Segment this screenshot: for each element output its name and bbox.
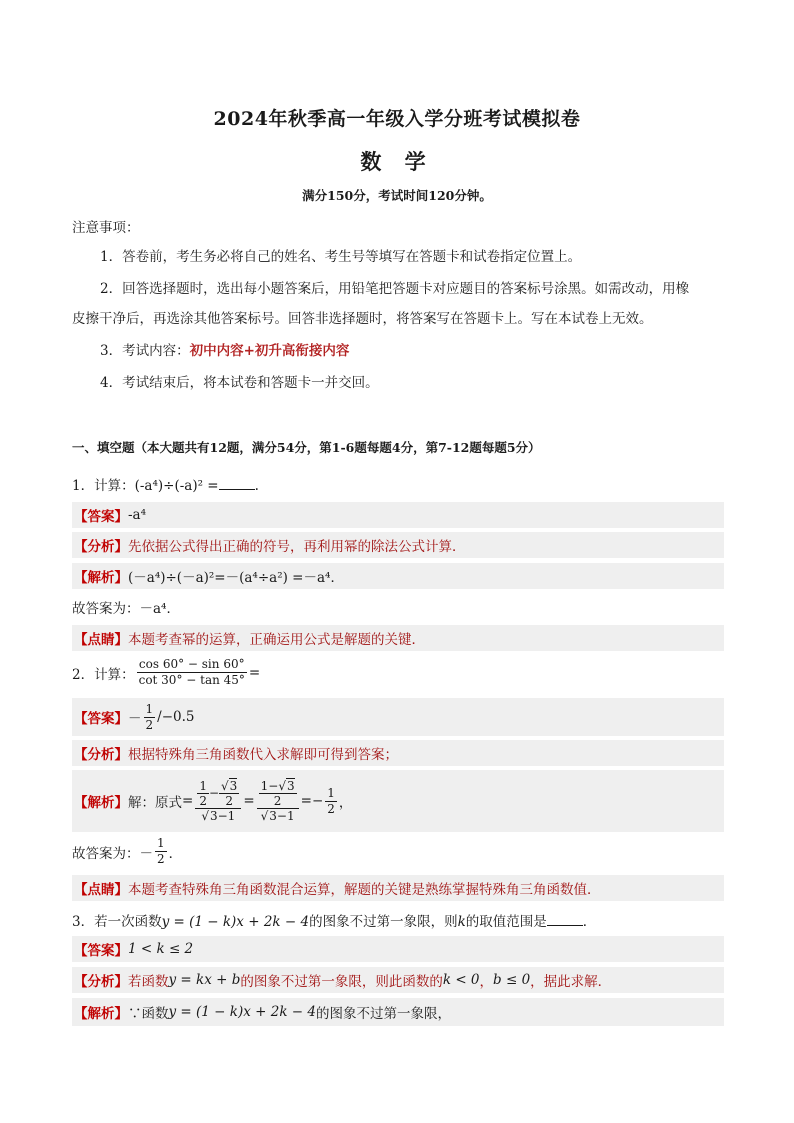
fraction-denominator: 2 xyxy=(157,852,165,866)
notice-item-2-line-2: 皮擦干净后，再选涂其他答案标号。回答非选择题时，将答案写在答题卡上。写在本试卷上无效。 xyxy=(72,311,653,327)
notice-heading: 注意事项： xyxy=(72,220,140,236)
comma: ， xyxy=(338,795,353,811)
q2-analysis: 根据特殊角三角函数代入求解即可得到答案； xyxy=(128,747,398,763)
q2-conclusion-fraction xyxy=(155,836,167,867)
q3-solution-part-1: ∵函数 xyxy=(128,1006,169,1022)
q2-conclusion-prefix: 故答案为：－ xyxy=(72,845,153,862)
exam-title: 2024年秋季高一年级入学分班考试模拟卷 xyxy=(213,108,581,130)
q2-solution-box xyxy=(72,770,724,832)
q1-prefix: 1．计算： xyxy=(72,478,135,494)
notice-item-1: 1．答卷前，考生务必将自己的姓名、考生号等填写在答题卡和试卷指定位置上。 xyxy=(100,249,582,265)
analysis-tag: 【分析】 xyxy=(74,539,128,555)
q3-blank xyxy=(547,914,583,926)
minus-one: −1 xyxy=(276,808,295,823)
q3-answer-box xyxy=(72,936,724,962)
fraction-numerator: 1 xyxy=(327,785,335,800)
radicand: 3 xyxy=(229,778,238,793)
notice-item-2-line-1: 2．回答选择题时，选出每小题答案后，用铅笔把答题卡对应题目的答案标号涂黑。如需改动，用橡 xyxy=(100,281,690,297)
q3-analysis-condition-2: b ≤ 0 xyxy=(493,972,531,988)
q2-comment: 本题考查特殊角三角函数混合运算，解题的关键是熟练掌握特殊角三角函数值． xyxy=(128,882,601,898)
q2-conclusion xyxy=(72,836,182,867)
q2-answer-minus: － xyxy=(128,711,142,727)
q1-answer: -a⁴ xyxy=(128,507,147,523)
q3-analysis-part-3: ，据此求解． xyxy=(530,974,612,990)
answer-tag: 【答案】 xyxy=(74,711,128,727)
sqrt3-numerator xyxy=(219,779,239,794)
minus-sign: − xyxy=(311,793,324,809)
q3-solution-part-2: 的图象不过第一象限， xyxy=(315,1006,451,1022)
sqrt-symbol: √3 xyxy=(278,778,295,793)
q1-solution-box xyxy=(72,563,724,589)
answer-tag: 【答案】 xyxy=(74,509,128,525)
fraction-numerator: 1 xyxy=(157,836,165,850)
equals-sign: = xyxy=(300,793,312,809)
q2-step2-fraction xyxy=(257,779,299,824)
q2-prefix: 2．计算： xyxy=(72,666,135,683)
q1-conclusion: 故答案为：－a⁴． xyxy=(72,601,180,617)
q2-answer-fraction xyxy=(144,702,156,733)
q3-analysis-part-2: 的图象不过第一象限，则此函数的 xyxy=(240,974,443,990)
solution-tag: 【解析】 xyxy=(74,1006,128,1022)
q2-denominator: cot 30° − tan 45° xyxy=(138,673,245,687)
q3-variable: k xyxy=(457,914,466,930)
q2-answer-tail: /−0.5 xyxy=(157,709,195,725)
q2-answer-box xyxy=(72,698,724,736)
solution-tag: 【解析】 xyxy=(74,795,128,811)
fraction-denominator: 2 xyxy=(199,793,207,808)
sqrt3-half-fraction xyxy=(219,779,239,808)
question-2 xyxy=(72,657,260,688)
q1-analysis-box xyxy=(72,532,724,558)
radicand: 3 xyxy=(209,808,218,823)
equals-sign: = xyxy=(243,793,255,809)
solution-tag: 【解析】 xyxy=(74,570,128,586)
sqrt-symbol: √3 xyxy=(260,808,277,823)
fraction-denominator: 2 xyxy=(145,717,154,732)
q2-comment-box xyxy=(72,875,724,901)
q3-prefix: 3．若一次函数 xyxy=(72,914,162,930)
q1-comment: 本题考查幂的运算，正确运用公式是解题的关键． xyxy=(128,632,425,648)
q3-end: ． xyxy=(582,914,597,930)
minus-sign: − xyxy=(208,785,220,800)
fraction-denominator: 2 xyxy=(327,801,335,816)
q2-equals: = xyxy=(248,664,261,681)
question-3 xyxy=(72,910,596,930)
q1-comment-box xyxy=(72,625,724,651)
half-fraction xyxy=(197,779,209,808)
fraction-numerator: 1 xyxy=(199,778,207,793)
q3-analysis-condition-1: k < 0 xyxy=(442,972,480,988)
q2-step2-numerator xyxy=(257,779,299,809)
q3-suffix: 的取值范围是 xyxy=(465,914,547,930)
radicand: 3 xyxy=(269,808,277,823)
q2-numerator: cos 60° − sin 60° xyxy=(138,657,245,671)
q3-solution-function: y = (1 − k)x + 2k − 4 xyxy=(168,1004,316,1020)
sqrt-symbol: √3 xyxy=(201,808,218,823)
fraction-numerator: 1 xyxy=(145,701,154,716)
notice-item-3-content: 初中内容+初升高衔接内容 xyxy=(189,343,350,359)
analysis-tag: 【分析】 xyxy=(74,974,128,990)
q2-fraction xyxy=(137,657,247,688)
one-minus-sqrt3-half-fraction xyxy=(259,779,297,808)
q3-answer: 1 < k ≤ 2 xyxy=(128,941,194,957)
q1-analysis: 先依据公式得出正确的符号，再利用幂的除法公式计算． xyxy=(128,539,466,555)
minus-one: −1 xyxy=(217,808,236,823)
q2-step1-denominator xyxy=(199,809,237,824)
q1-expression: (-a⁴)÷(-a)² = xyxy=(134,478,219,494)
answer-tag: 【答案】 xyxy=(74,943,128,959)
q3-solution-box xyxy=(72,998,724,1026)
notice-item-3-prefix: 3．考试内容： xyxy=(100,343,190,359)
equals-sign: = xyxy=(182,793,194,809)
q2-result-fraction xyxy=(325,786,337,817)
notice-item-3 xyxy=(72,336,722,366)
fraction-denominator: 2 xyxy=(273,793,282,808)
q3-analysis-part-1: 若函数 xyxy=(128,974,169,990)
q1-blank xyxy=(219,478,255,490)
one-minus: 1− xyxy=(260,778,279,793)
score-time-line: 满分150分，考试时间120分钟。 xyxy=(302,188,492,203)
q1-answer-box xyxy=(72,502,724,528)
q3-analysis-box xyxy=(72,967,724,993)
sqrt-symbol: √3 xyxy=(221,778,238,793)
period: ． xyxy=(168,845,183,862)
q3-analysis-function: y = kx + b xyxy=(168,972,241,988)
comment-tag: 【点睛】 xyxy=(74,882,128,898)
section-heading: 一、填空题（本大题共有12题，满分54分，第1-6题每题4分，第7-12题每题5分） xyxy=(72,440,541,455)
subject-title: 数 学 xyxy=(360,149,434,174)
question-1: 1．计算：(-a⁴)÷(-a)² = . xyxy=(72,478,259,494)
comment-tag: 【点睛】 xyxy=(74,632,128,648)
q2-solution-prefix: 解：原式 xyxy=(128,795,182,811)
q2-step1-numerator xyxy=(195,779,241,809)
q1-solution: (－a⁴)÷(－a)²=－(a⁴÷a²) =－a⁴． xyxy=(128,570,344,586)
q2-analysis-box xyxy=(72,740,724,766)
q3-function: y = (1 − k)x + 2k − 4 xyxy=(161,914,310,930)
fraction-denominator: 2 xyxy=(225,793,233,808)
notice-item-4: 4．考试结束后，将本试卷和答题卡一并交回。 xyxy=(100,375,379,391)
q2-step2-denominator xyxy=(259,809,297,824)
q2-step1-fraction xyxy=(195,779,241,824)
q3-analysis-separator: ， xyxy=(479,974,494,990)
notice-list xyxy=(72,242,722,398)
one-minus-sqrt3 xyxy=(259,779,297,794)
q3-middle: 的图象不过第一象限，则 xyxy=(309,914,458,930)
radicand: 3 xyxy=(286,778,295,793)
analysis-tag: 【分析】 xyxy=(74,747,128,763)
